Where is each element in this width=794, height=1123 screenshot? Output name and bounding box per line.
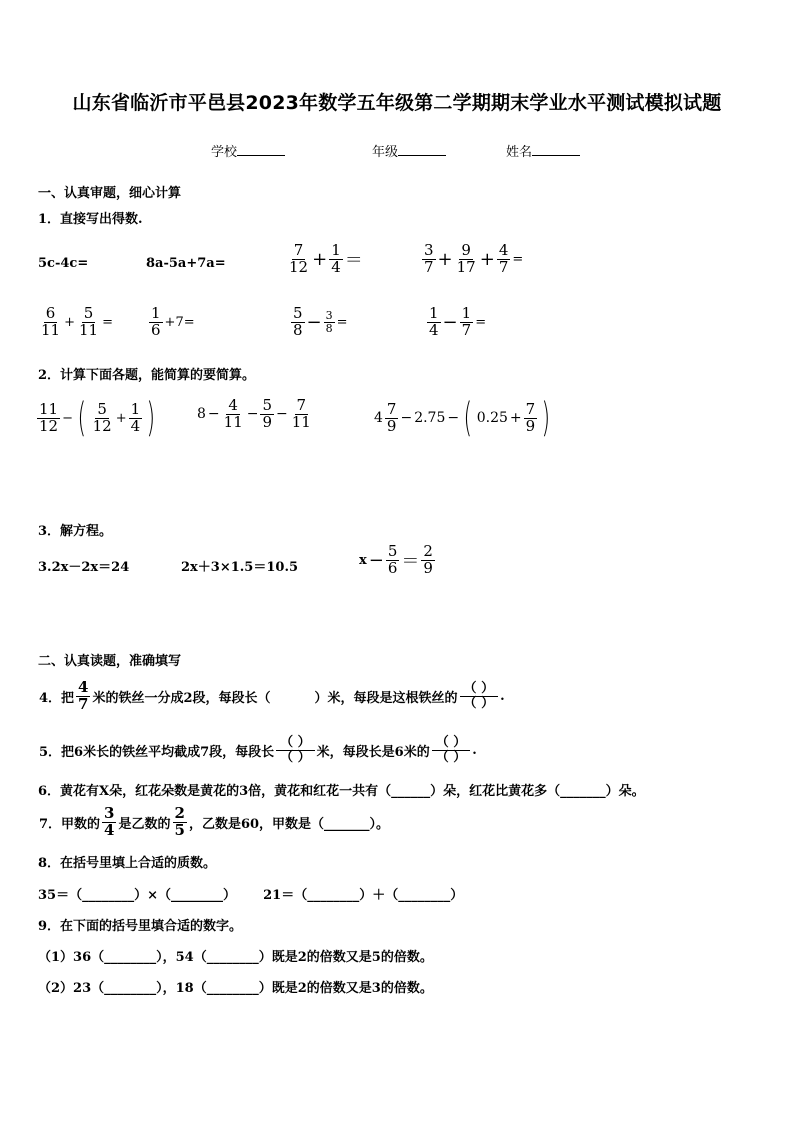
q2-a: $\frac{11}{12}$ − ( $\frac{5}{12}$ + $\frac{1}{4}$ ) (39, 395, 156, 441)
q1-b: 8a-5a+7a= (146, 256, 226, 271)
q2-heading: 2．计算下面各题，能简算的要简算。 (38, 368, 256, 383)
q9-heading: 9．在下面的括号里填合适的数字。 (38, 919, 243, 934)
q4: 4．把 $\frac{4}{7}$ 米的铁丝一分成2段，每段长（ ）米，每段是这根铁丝的 （ ） （ ） . (39, 678, 505, 713)
q3-c: x − $\frac{5}{6}$ ＝ $\frac{2}{9}$ (359, 542, 433, 577)
q1-heading: 1．直接写出得数. (38, 212, 143, 227)
q1-a: 5c-4c= (38, 256, 89, 271)
q1-c: $\frac{7}{12}$ + $\frac{1}{4}$ ＝ (289, 241, 363, 276)
q7: 7．甲数的 $\frac{3}{4}$ 是乙数的 $\frac{2}{5}$ ，乙数是60，甲数是（_______）。 (39, 804, 390, 839)
school-blank[interactable] (237, 143, 285, 156)
name-blank[interactable] (532, 143, 580, 156)
q6: 6．黄花有X朵，红花朵数是黄花的3倍，黄花和红花一共有（______）朵，红花比黄花多（_______）朵。 (38, 784, 645, 799)
q8-heading: 8．在括号里填上合适的质数。 (38, 856, 217, 871)
section-2-heading: 二、认真读题，准确填写 (38, 654, 182, 669)
q5-length-blank[interactable]: （ ） （ ） (276, 736, 315, 764)
school-label: 学校 (211, 145, 238, 160)
grade-blank[interactable] (398, 143, 446, 156)
q5-fraction-blank[interactable]: （ ） （ ） (432, 736, 471, 764)
q2-c: 4 $\frac{7}{9}$ − 2.75 − ( 0.25 + $\frac{7}{9}$ ) (374, 395, 551, 441)
q3-b: 2x＋3×1.5＝10.5 (181, 560, 299, 575)
q1-h: $\frac{1}{4}$ − $\frac{1}{7}$ = (429, 304, 487, 339)
section-1-heading: 一、认真审题，细心计算 (38, 186, 182, 201)
q1-e: $\frac{6}{11}$ + $\frac{5}{11}$ = (41, 304, 113, 339)
page-title: 山东省临沂市平邑县2023年数学五年级第二学期期末学业水平测试模拟试题 (72, 92, 722, 114)
name-field[interactable] (506, 141, 580, 160)
q1-g: $\frac{5}{8}$ − $\frac{3}{8}$ = (293, 304, 348, 339)
q9-line-1: （1）36（________），54（________）既是2的倍数又是5的倍数。 (38, 950, 433, 965)
q8-line: 35＝（________）×（________） 21＝（________）＋（________） (38, 888, 464, 903)
school-field[interactable] (211, 141, 285, 160)
q9-line-2: （2）23（________），18（________）既是2的倍数又是3的倍数。 (38, 981, 433, 996)
q1-f: $\frac{1}{6}$ +7= (151, 304, 195, 339)
q5: 5．把6米长的铁丝平均截成7段，每段长 （ ） （ ） 米，每段长是6米的 （ ） （ ） . (39, 735, 477, 765)
q1-d: $\frac{3}{7}$ + $\frac{9}{17}$ + $\frac{4}{7}$ = (424, 241, 524, 276)
grade-field[interactable] (372, 141, 446, 160)
q3-heading: 3．解方程。 (38, 524, 113, 539)
q2-b: 8 − $\frac{4}{11}$ − $\frac{5}{9}$ − $\frac{7}{11}$ (197, 396, 311, 431)
grade-label: 年级 (372, 145, 399, 160)
q4-answer-blank[interactable]: （ ） （ ） (460, 682, 499, 710)
name-label: 姓名 (506, 145, 533, 160)
q3-a: 3.2x－2x＝24 (38, 560, 130, 575)
